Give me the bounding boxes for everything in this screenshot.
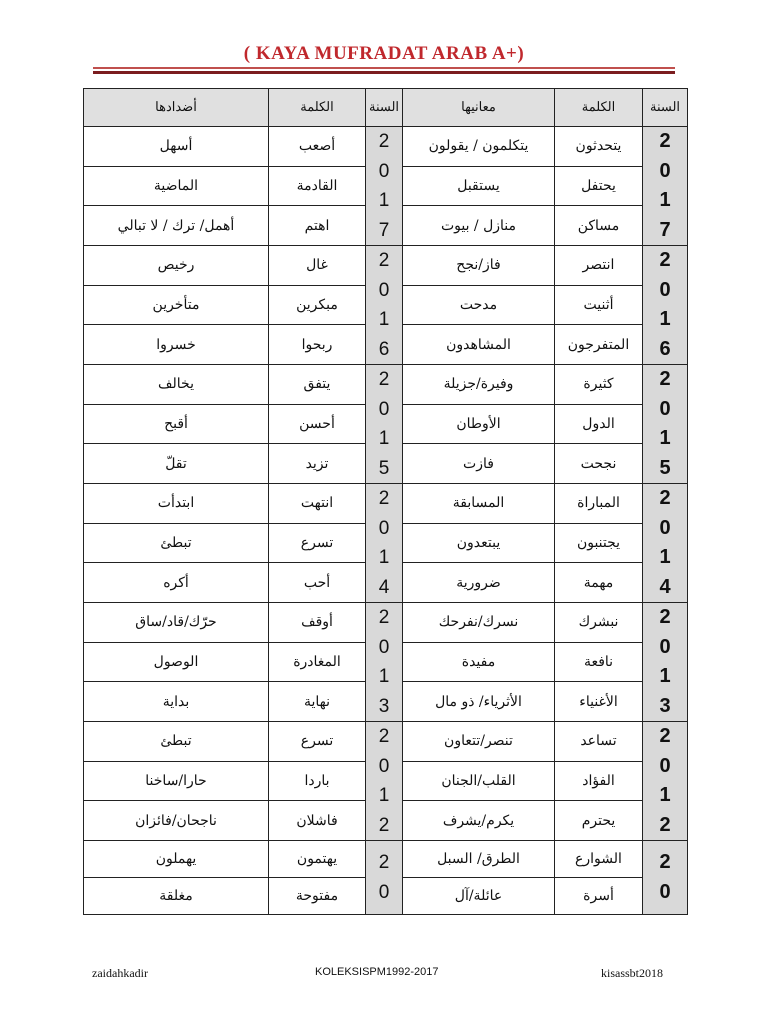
header-word-2: الكلمة [269,89,366,127]
word-cell: الشوارع [555,841,643,878]
opposite-cell: ابتدأت [84,484,269,524]
table-row [84,246,688,286]
opposite-cell: بداية [84,682,269,722]
word-cell: تسرع [269,722,366,762]
word-cell: كثيرة [555,365,643,405]
year-cell: 2 0 [643,841,688,915]
word-cell: نافعة [555,642,643,682]
header-year-1: السنة [643,89,688,127]
meaning-cell: عائلة/آل [403,878,555,915]
meaning-cell: يبتعدون [403,523,555,563]
word-cell: نهاية [269,682,366,722]
year-cell: 2 0 1 6 [366,246,403,365]
title-rule-bottom [93,71,675,74]
table-row [84,484,688,524]
word-cell: تزيد [269,444,366,484]
year-cell: 2 0 1 3 [366,603,403,722]
year-cell: 2 0 [366,841,403,915]
word-cell: فاشلان [269,801,366,841]
header-meanings: معانيها [403,89,555,127]
opposite-cell: يهملون [84,841,269,878]
table-row [84,365,688,405]
word-cell: انتهت [269,484,366,524]
word-cell: مبكرين [269,285,366,325]
year-cell: 2 0 1 5 [366,365,403,484]
meaning-cell: مدحت [403,285,555,325]
word-cell: المغادرة [269,642,366,682]
word-cell: أصعب [269,127,366,167]
footer-source: kisassbt2018 [601,966,664,980]
title-rule-top [93,67,675,69]
opposite-cell: الماضية [84,166,269,206]
meaning-cell: وفيرة/جزيلة [403,365,555,405]
table-row [84,127,688,167]
word-cell: أثنيت [555,285,643,325]
opposite-cell: أكره [84,563,269,603]
opposite-cell: مغلقة [84,878,269,915]
word-cell: تسرع [269,523,366,563]
word-cell: يحترم [555,801,643,841]
word-cell: نبشرك [555,603,643,643]
meaning-cell: الطرق/ السبل [403,841,555,878]
meaning-cell: الأوطان [403,404,555,444]
table-row [84,841,688,878]
word-cell: نجحت [555,444,643,484]
meaning-cell: يتكلمون / يقولون [403,127,555,167]
year-cell: 2 0 1 3 [643,603,688,722]
opposite-cell: يخالف [84,365,269,405]
word-cell: باردا [269,761,366,801]
opposite-cell: حرّك/قاد/ساق [84,603,269,643]
word-cell: أوقف [269,603,366,643]
meaning-cell: فاز/نجح [403,246,555,286]
meaning-cell: ضرورية [403,563,555,603]
vocabulary-table [83,88,688,915]
header-year-2: السنة [366,89,403,127]
word-cell: تساعد [555,722,643,762]
year-cell: 2 0 1 2 [643,722,688,841]
meaning-cell: مفيدة [403,642,555,682]
word-cell: يتحدثون [555,127,643,167]
year-cell: 2 0 1 5 [643,365,688,484]
word-cell: انتصر [555,246,643,286]
table-row [84,722,688,762]
opposite-cell: حارا/ساخنا [84,761,269,801]
word-cell: يتفق [269,365,366,405]
opposite-cell: خسروا [84,325,269,365]
header-opposites: أضدادها [84,89,269,127]
opposite-cell: أهمل/ ترك / لا تبالي [84,206,269,246]
table-header-row [84,89,688,127]
word-cell: الدول [555,404,643,444]
word-cell: يهتمون [269,841,366,878]
meaning-cell: الأثرياء/ ذو مال [403,682,555,722]
year-cell: 2 0 1 7 [366,127,403,246]
opposite-cell: أسهل [84,127,269,167]
opposite-cell: رخيص [84,246,269,286]
meaning-cell: تنصر/تتعاون [403,722,555,762]
word-cell: اهتم [269,206,366,246]
meaning-cell: نسرك/نفرحك [403,603,555,643]
year-cell: 2 0 1 2 [366,722,403,841]
opposite-cell: أقبح [84,404,269,444]
header-word-1: الكلمة [555,89,643,127]
opposite-cell: متأخرين [84,285,269,325]
word-cell: أحب [269,563,366,603]
year-cell: 2 0 1 7 [643,127,688,246]
word-cell: مساكن [555,206,643,246]
word-cell: أسرة [555,878,643,915]
word-cell: الفؤاد [555,761,643,801]
word-cell: مفتوحة [269,878,366,915]
word-cell: القادمة [269,166,366,206]
meaning-cell: المشاهدون [403,325,555,365]
word-cell: أحسن [269,404,366,444]
meaning-cell: يستقبل [403,166,555,206]
meaning-cell: منازل / بيوت [403,206,555,246]
word-cell: المباراة [555,484,643,524]
opposite-cell: تقلّ [84,444,269,484]
footer-collection: KOLEKSISPM1992-2017 [315,966,439,978]
year-cell: 2 0 1 6 [643,246,688,365]
word-cell: الأغنياء [555,682,643,722]
meaning-cell: القلب/الجنان [403,761,555,801]
opposite-cell: تبطئ [84,523,269,563]
word-cell: غال [269,246,366,286]
word-cell: المتفرجون [555,325,643,365]
footer-author: zaidahkadir [92,966,148,980]
table-row [84,603,688,643]
page-title: ( KAYA MUFRADAT ARAB A+) [243,43,525,64]
word-cell: يحتفل [555,166,643,206]
word-cell: مهمة [555,563,643,603]
opposite-cell: ناجحان/فائزان [84,801,269,841]
opposite-cell: تبطئ [84,722,269,762]
word-cell: يجتنبون [555,523,643,563]
opposite-cell: الوصول [84,642,269,682]
meaning-cell: يكرم/يشرف [403,801,555,841]
word-cell: ربحوا [269,325,366,365]
meaning-cell: فازت [403,444,555,484]
year-cell: 2 0 1 4 [643,484,688,603]
meaning-cell: المسابقة [403,484,555,524]
year-cell: 2 0 1 4 [366,484,403,603]
